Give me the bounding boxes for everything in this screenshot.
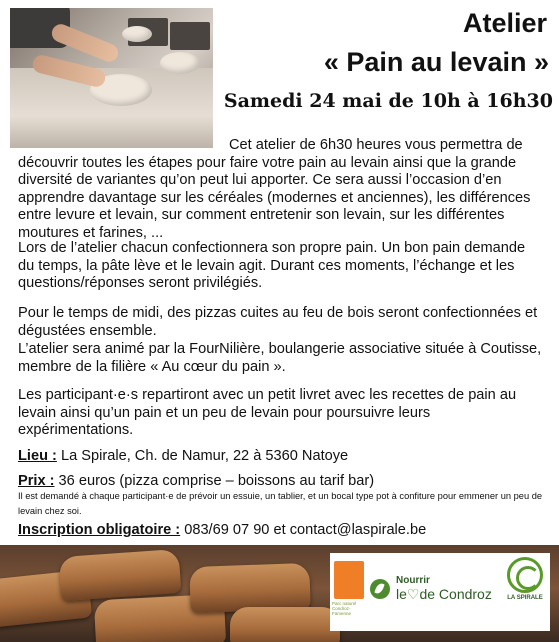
nourrir-logo-bottom <box>396 586 492 603</box>
paragraph-booklet: Les participant·e·s repartiront avec un petit livret avec les recettes de pain au levain ainsi qu’un pain et un peu de levain pour poursuivre leurs expérimentations. <box>18 387 517 438</box>
title-atelier: Atelier <box>462 8 547 38</box>
parc-naturel-text: Parc naturel Condroz-Famenne <box>332 601 357 616</box>
price-label: Prix : <box>18 473 55 489</box>
photo-bread-making <box>10 8 213 148</box>
bread-loaf <box>189 563 311 613</box>
partner-logos <box>330 553 550 631</box>
location-line <box>18 448 543 466</box>
location-label: Lieu : <box>18 448 57 464</box>
heart-icon: ♡ <box>406 586 420 602</box>
registration-contact: 083/69 07 90 et contact@laspirale.be <box>180 522 427 538</box>
nourrir-le: le <box>396 586 407 602</box>
parc-naturel-logo <box>334 561 364 599</box>
dough-ball <box>122 26 152 42</box>
registration-label: Inscription obligatoire : <box>18 522 181 538</box>
registration-line <box>18 522 543 540</box>
nourrir-condroz: de Condroz <box>419 586 492 602</box>
price-line <box>18 473 543 491</box>
price-value: 36 euros (pizza comprise – boissons au tarif bar) <box>54 473 375 489</box>
paragraph-host: L’atelier sera animé par la FourNilière, boulangerie associative située à Coutisse, membre de la filière « Au cœur du pain ». <box>18 341 542 375</box>
paragraph-lunch: Pour le temps de midi, des pizzas cuites au feu de bois seront confectionnées et dégustées ensemble. <box>18 305 538 339</box>
spiral-icon <box>507 557 543 593</box>
la-spirale-text: LA SPIRALE <box>507 595 543 601</box>
paragraph-intro: Cet atelier de 6h30 heures vous permettra de découvrir toutes les étapes pour faire votre pain au levain ainsi que la grande diversité de variantes qu’on peut lui apporter. Ce sera aussi l’occasion d’en apprendre davantage sur les céréales (modernes et anciennes), les différences entre levure et levain, sur comment entretenir son levain, sur les différentes moutures et farines, ... <box>18 137 531 241</box>
bread-loaf <box>59 549 182 601</box>
dough-ball <box>160 52 200 74</box>
baking-tin <box>170 22 210 50</box>
price-note: Il est demandé à chaque participant·e de prévoir un essuie, un tablier, et un bocal type pot à confiture pour emmener un peu de levain chez soi. <box>18 491 543 516</box>
paragraph-workshop: Lors de l’atelier chacun confectionnera son propre pain. Un bon pain demande du temps, la pâte lève et le levain agit. Durant ces moments, l’échange et les questions/réponses seront privilégiés. <box>18 240 526 291</box>
event-date: Samedi 24 mai de 10h à 16h30 <box>223 90 553 112</box>
leaf-icon <box>370 579 390 599</box>
location-value: La Spirale, Ch. de Namur, 22 à 5360 Natoye <box>56 448 349 464</box>
bread-loaf <box>230 607 340 642</box>
nourrir-logo-top: Nourrir <box>396 575 430 586</box>
title-pain-au-levain: « Pain au levain » <box>323 47 549 77</box>
la-spirale-logo <box>505 557 545 607</box>
